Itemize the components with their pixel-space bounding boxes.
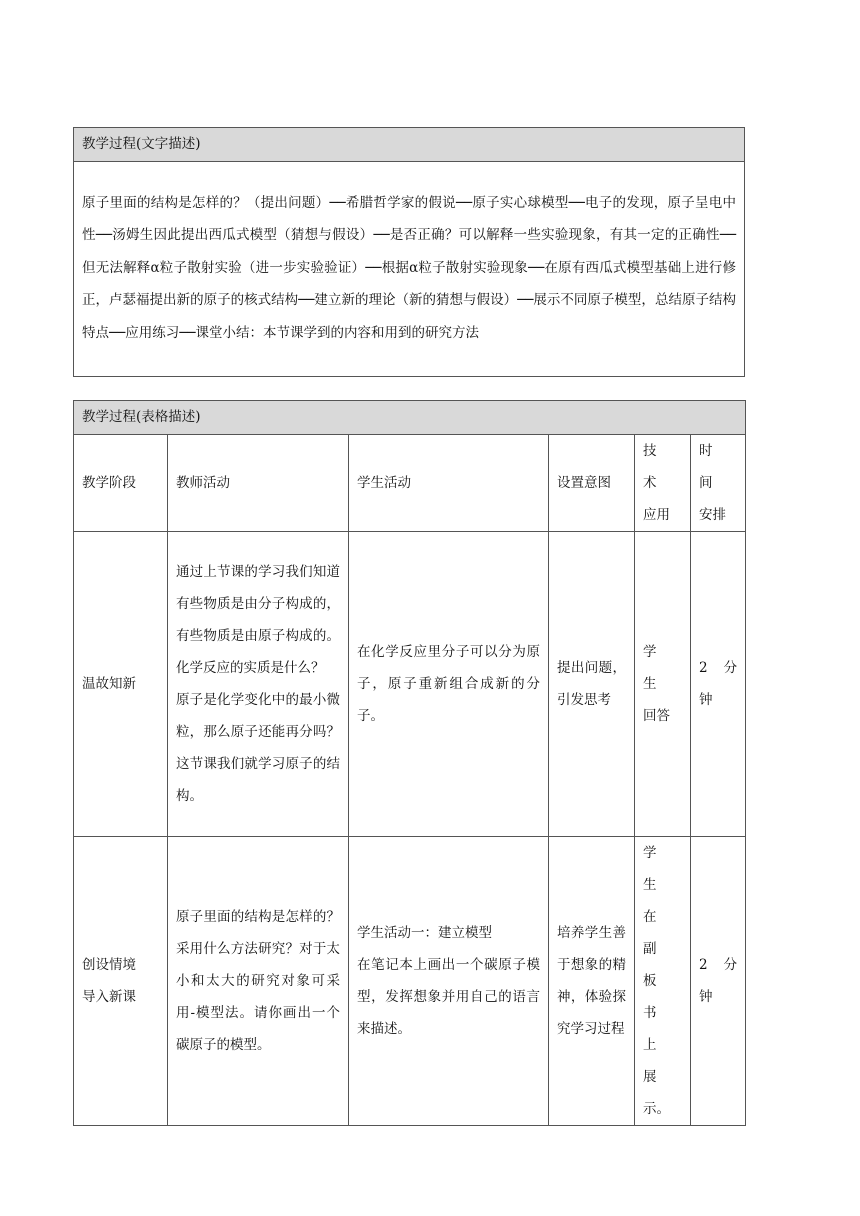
- col-intent: 设置意图: [549, 435, 635, 532]
- row1-teacher-p2: 原子是化学变化中的最小微粒，那么原子还能再分吗？这节课我们就学习原子的结构。: [176, 692, 340, 804]
- row2-student-p1: 学生活动一：建立模型: [357, 925, 492, 941]
- col-time-line2: 安排: [699, 507, 726, 523]
- table-description-table: [73, 400, 751, 1126]
- text-description-header: 教学过程(文字描述): [74, 128, 745, 162]
- row2-time: 2 分 钟: [691, 837, 746, 1126]
- row2-stage: [74, 837, 168, 1126]
- col-student: 学生活动: [349, 435, 549, 532]
- col-teacher: 教师活动: [168, 435, 349, 532]
- row1-time: 2 分 钟: [691, 532, 746, 837]
- col-time-line1: 时 间: [699, 443, 726, 491]
- row1-tech: 学 生 回答: [635, 532, 691, 837]
- row2-student: [349, 837, 549, 1126]
- col-tech: [635, 435, 691, 532]
- column-header-row: [74, 435, 746, 532]
- col-stage: 教学阶段: [74, 435, 168, 532]
- row1-stage: 温故知新: [74, 532, 168, 837]
- row2-student-p2: 在笔记本上画出一个碳原子模型，发挥想象并用自己的语言来描述。: [357, 957, 540, 1037]
- row2-intent: 培养学生善于想象的精神，体验探究学习过程: [549, 837, 635, 1126]
- table-row: [74, 532, 746, 837]
- table-row: [74, 837, 746, 1126]
- table-description-header: 教学过程(表格描述): [74, 401, 746, 435]
- row1-teacher: [168, 532, 349, 837]
- row1-teacher-p1: 通过上节课的学习我们知道有些物质是由分子构成的，有些物质是由原子构成的。化学反应的实质是什么？: [176, 564, 340, 676]
- row2-teacher: 原子里面的结构是怎样的？采用什么方法研究？对于太小和太大的研究对象可采用-模型法。请你画出一个碳原子的模型。: [168, 837, 349, 1126]
- text-description-body: 原子里面的结构是怎样的？（提出问题）──希腊哲学家的假说──原子实心球模型──电子的发现，原子呈电中性──汤姆生因此提出西瓜式模型（猜想与假设）──是否正确？可以解释一些实验现象，有其一定的正确性──但无法解释α粒子散射实验（进一步实验验证）──根据α粒子散射实验现象──在原有西瓜式模型基础上进行修正，卢瑟福提出新的原子的核式结构──建立新的理论（新的猜想与假设）──展示不同原子模型，总结原子结构特点──应用练习──课堂小结：本节课学到的内容和用到的研究方法: [74, 162, 745, 377]
- col-tech-line1: 技 术: [643, 443, 670, 491]
- row1-intent: 提出问题，引发思考: [549, 532, 635, 837]
- col-time: [691, 435, 746, 532]
- text-description-table: [73, 127, 745, 377]
- row2-stage-line2: 导入新课: [82, 989, 136, 1005]
- row2-stage-line1: 创设情境: [82, 957, 136, 973]
- row2-tech: 学 生 在 副 板 书 上 展 示。: [635, 837, 691, 1126]
- row1-student: 在化学反应里分子可以分为原子，原子重新组合成新的分子。: [349, 532, 549, 837]
- col-tech-line2: 应用: [643, 507, 670, 523]
